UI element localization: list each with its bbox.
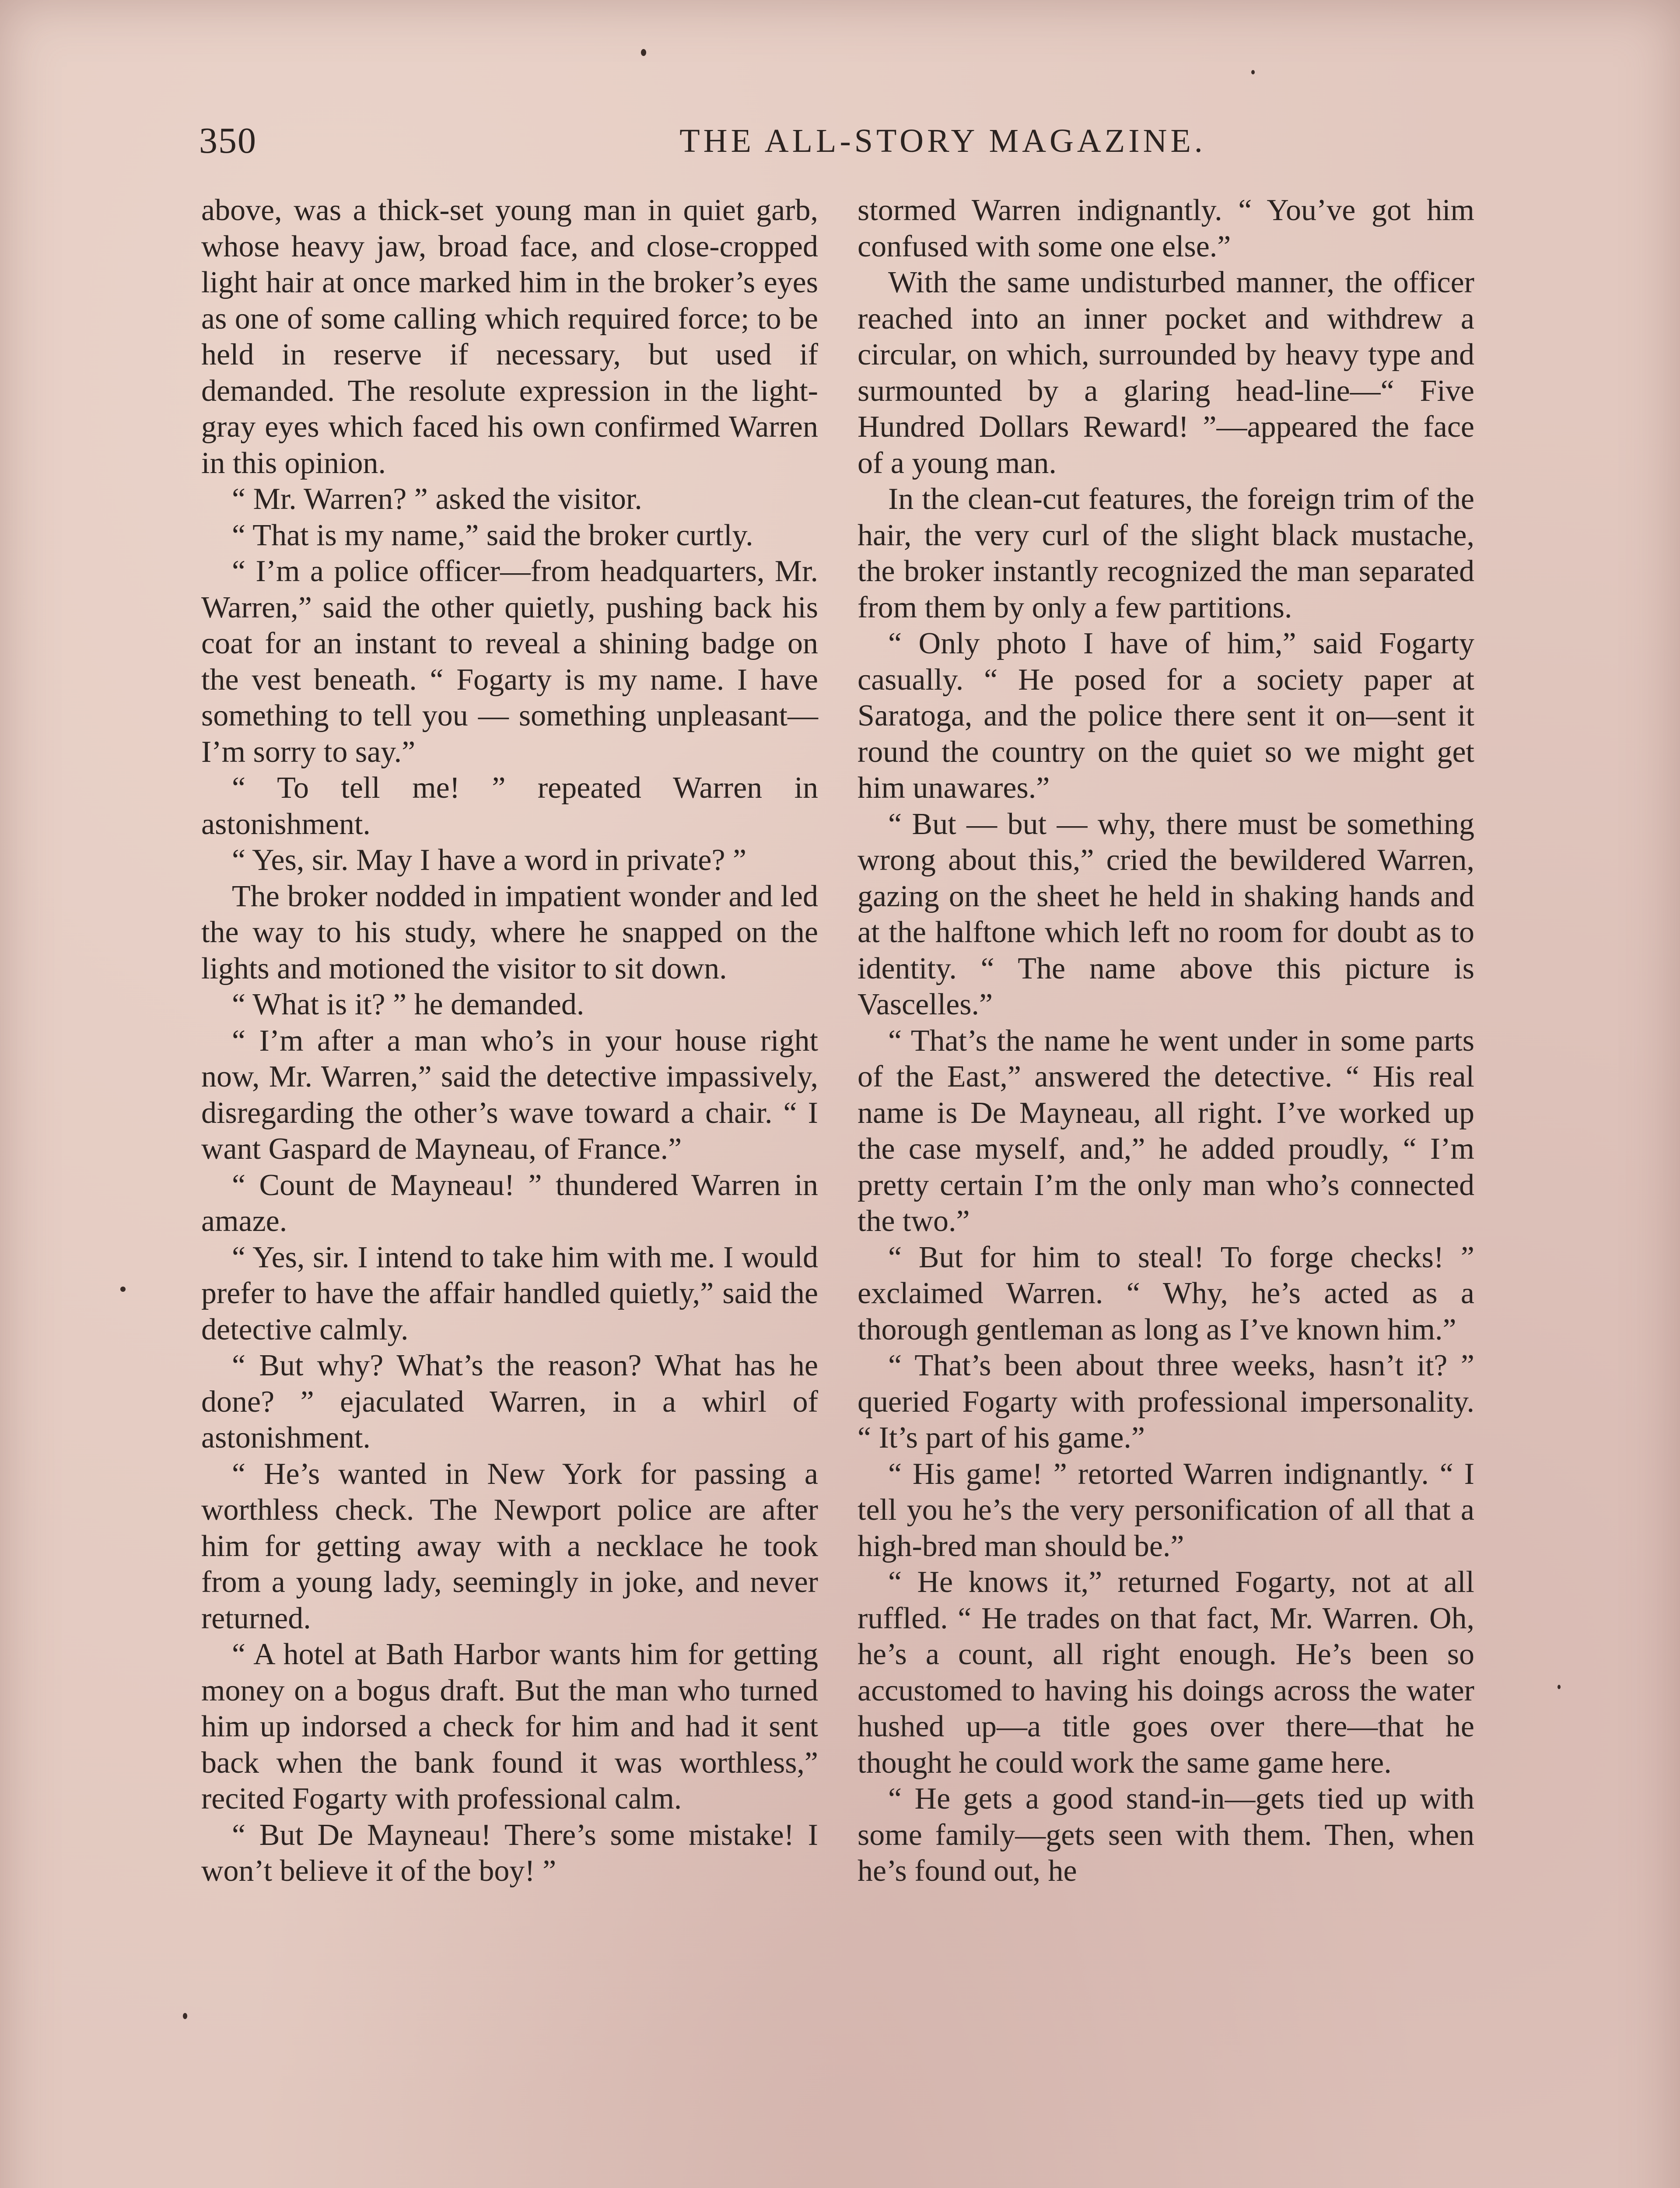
paragraph: “ To tell me! ” repeated Warren in astonishment. bbox=[201, 771, 818, 841]
paragraph: “ But for him to steal! To forge checks! ” exclaimed Warren. “ Why, he’s acted as a thorough gentleman as long as I’ve known him.” bbox=[858, 1240, 1474, 1346]
paragraph: stormed Warren indignantly. “ You’ve got him confused with some one else.” bbox=[858, 193, 1474, 263]
paper-speck bbox=[1251, 70, 1255, 74]
paragraph: “ Mr. Warren? ” asked the visitor. bbox=[232, 482, 642, 516]
paragraph: “ He gets a good stand-in—gets tied up with some family—gets seen with them. Then, when he’s found out, he bbox=[858, 1782, 1474, 1888]
paragraph: In the clean-cut features, the foreign trim of the hair, the very curl of the slight black mustache, the broker instantly recognized the man separated from them by only a few partitions. bbox=[858, 482, 1474, 624]
paper-speck bbox=[120, 1287, 126, 1292]
paragraph: “ Yes, sir. I intend to take him with me. I would prefer to have the affair handled quietly,” said the detective calmly. bbox=[201, 1240, 818, 1346]
paragraph: “ What is it? ” he demanded. bbox=[232, 988, 584, 1021]
paragraph: “ But why? What’s the reason? What has he done? ” ejaculated Warren, in a whirl of astonishment. bbox=[201, 1349, 818, 1455]
running-head: THE ALL-STORY MAGAZINE. bbox=[679, 123, 1206, 159]
paragraph: “ He knows it,” returned Fogarty, not at all ruffled. “ He trades on that fact, Mr. Warren. Oh, he’s a count, all right enough. He’s been so accustomed to having his doings across the water hushed up—a title goes over there—that he thought he could work the same game here. bbox=[858, 1565, 1474, 1780]
paragraph: above, was a thick-set young man in quiet garb, whose heavy jaw, broad face, and close-cropped light hair at once marked him in the broker’s eyes as one of some calling which required force; to be held in reserve if necessary, but used if demanded. The resolute expression in the light-gray eyes which faced his own confirmed Warren in this opinion. bbox=[201, 193, 818, 480]
paragraph: “ Yes, sir. May I have a word in private? ” bbox=[232, 843, 747, 877]
paragraph: “ I’m a police officer—from headquarters, Mr. Warren,” said the other quietly, pushing back his coat for an instant to reveal a shining badge on the vest beneath. “ Fogarty is my name. I have something to tell you — something unpleasant—I’m sorry to say.” bbox=[201, 554, 818, 769]
paragraph: “ I’m after a man who’s in your house right now, Mr. Warren,” said the detective impassively, disregarding the other’s wave toward a chair. “ I want Gaspard de Mayneau, of France.” bbox=[201, 1024, 818, 1166]
paper-speck bbox=[641, 49, 646, 56]
paragraph: “ Only photo I have of him,” said Fogarty casually. “ He posed for a society paper at Saratoga, and the police there sent it on—sent it round the country on the quiet so we might get him unawares.” bbox=[858, 627, 1474, 805]
paragraph: “ But De Mayneau! There’s some mistake! I won’t believe it of the boy! ” bbox=[201, 1818, 818, 1888]
paragraph: With the same undisturbed manner, the officer reached into an inner pocket and withdrew a circular, on which, surrounded by heavy type and surmounted by a glaring head-line—“ Five Hundred Dollars Reward! ”—appeared the face of a young man. bbox=[858, 266, 1474, 480]
paragraph: “ That’s been about three weeks, hasn’t it? ” queried Fogarty with professional impersonality. “ It’s part of his game.” bbox=[858, 1349, 1474, 1455]
paragraph: “ Count de Mayneau! ” thundered Warren in amaze. bbox=[201, 1168, 818, 1238]
page-number: 350 bbox=[199, 120, 257, 161]
paragraph: “ That’s the name he went under in some parts of the East,” answered the detective. “ His real name is De Mayneau, all right. I’ve worked up the case myself, and,” he added proudly, “ I’m pretty certain I’m the only man who’s connected the two.” bbox=[858, 1024, 1474, 1238]
paragraph: “ His game! ” retorted Warren indignantly. “ I tell you he’s the very personification of all that a high-bred man should be.” bbox=[858, 1457, 1474, 1563]
page-header bbox=[199, 115, 1481, 167]
paragraph: “ But — but — why, there must be something wrong about this,” cried the bewildered Warren, gazing on the sheet he held in shaking hands and at the halftone which left no room for doubt as to identity. “ The name above this picture is Vascelles.” bbox=[858, 807, 1474, 1021]
paragraph: The broker nodded in impatient wonder and led the way to his study, where he snapped on the lights and motioned the visitor to sit down. bbox=[201, 879, 818, 985]
paragraph: “ He’s wanted in New York for passing a worthless check. The Newport police are after him for getting away with a necklace he took from a young lady, seemingly in joke, and never returned. bbox=[201, 1457, 818, 1635]
paragraph: “ A hotel at Bath Harbor wants him for getting money on a bogus draft. But the man who turned him up indorsed a check for him and had it sent back when the bank found it was worthless,” recited Fogarty with professional calm. bbox=[201, 1637, 818, 1816]
left-column bbox=[201, 193, 818, 1890]
paper-speck bbox=[1558, 1685, 1561, 1689]
paper-speck bbox=[183, 2013, 187, 2019]
paragraph: “ That is my name,” said the broker curtly. bbox=[232, 518, 753, 552]
right-column bbox=[858, 193, 1474, 1890]
